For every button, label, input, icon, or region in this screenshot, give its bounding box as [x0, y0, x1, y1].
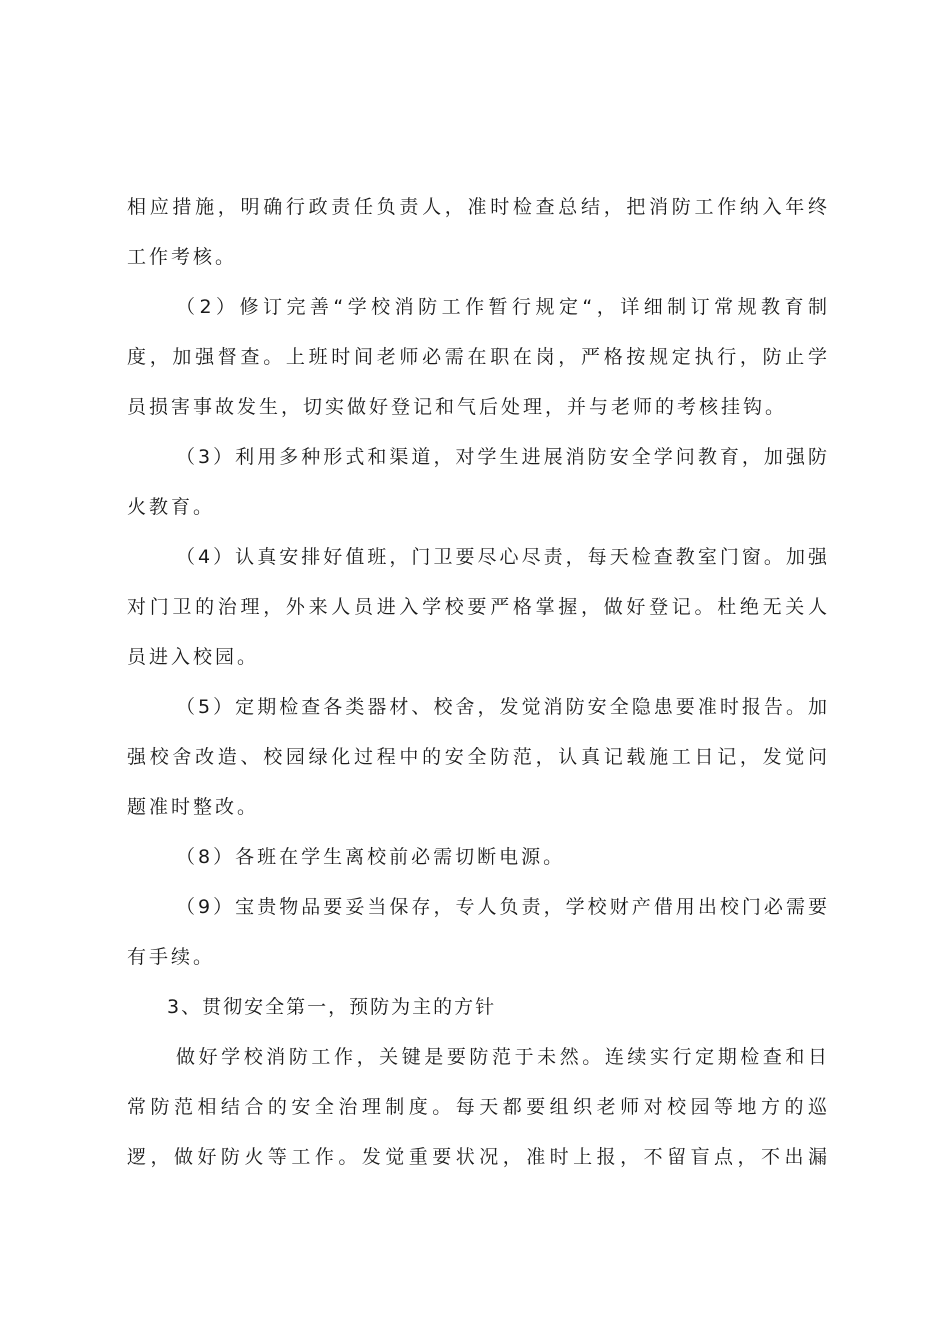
text-line-13: 题准时整改。: [127, 796, 260, 818]
text-line-16: 有手续。: [127, 946, 216, 968]
text-line-10: 员进入校园。: [127, 646, 260, 668]
text-line-4: 度，加强督查。上班时间老师必需在职在岗，严格按规定执行，防止学: [127, 346, 827, 368]
text-line-8: （4）认真安排好值班，门卫要尽心尽责，每天检查教室门窗。加强: [176, 546, 827, 568]
text-line-3: （2）修订完善“学校消防工作暂行规定“，详细制订常规教育制: [176, 296, 827, 318]
text-line-6: （3）利用多种形式和渠道，对学生进展消防安全学问教育，加强防: [176, 446, 827, 468]
text-line-7: 火教育。: [127, 496, 216, 518]
text-line-2: 工作考核。: [127, 246, 238, 268]
section-heading: 3、贯彻安全第一，预防为主的方针: [167, 996, 497, 1018]
text-line-5: 员损害事故发生，切实做好登记和气后处理，并与老师的考核挂钩。: [127, 396, 788, 418]
text-line-1: 相应措施，明确行政责任负责人，准时检查总结，把消防工作纳入年终: [127, 196, 827, 218]
text-line-20: 逻，做好防火等工作。发觉重要状况，准时上报，不留盲点，不出漏: [127, 1146, 827, 1168]
text-line-15: （9）宝贵物品要妥当保存，专人负责，学校财产借用出校门必需要: [176, 896, 827, 918]
text-line-12: 强校舍改造、校园绿化过程中的安全防范，认真记载施工日记，发觉问: [127, 746, 827, 768]
text-line-18: 做好学校消防工作，关键是要防范于未然。连续实行定期检查和日: [176, 1046, 827, 1068]
text-line-19: 常防范相结合的安全治理制度。每天都要组织老师对校园等地方的巡: [127, 1096, 827, 1118]
text-line-14: （8）各班在学生离校前必需切断电源。: [176, 846, 566, 868]
text-line-11: （5）定期检查各类器材、校舍，发觉消防安全隐患要准时报告。加: [176, 696, 827, 718]
text-line-9: 对门卫的治理，外来人员进入学校要严格掌握，做好登记。杜绝无关人: [127, 596, 827, 618]
